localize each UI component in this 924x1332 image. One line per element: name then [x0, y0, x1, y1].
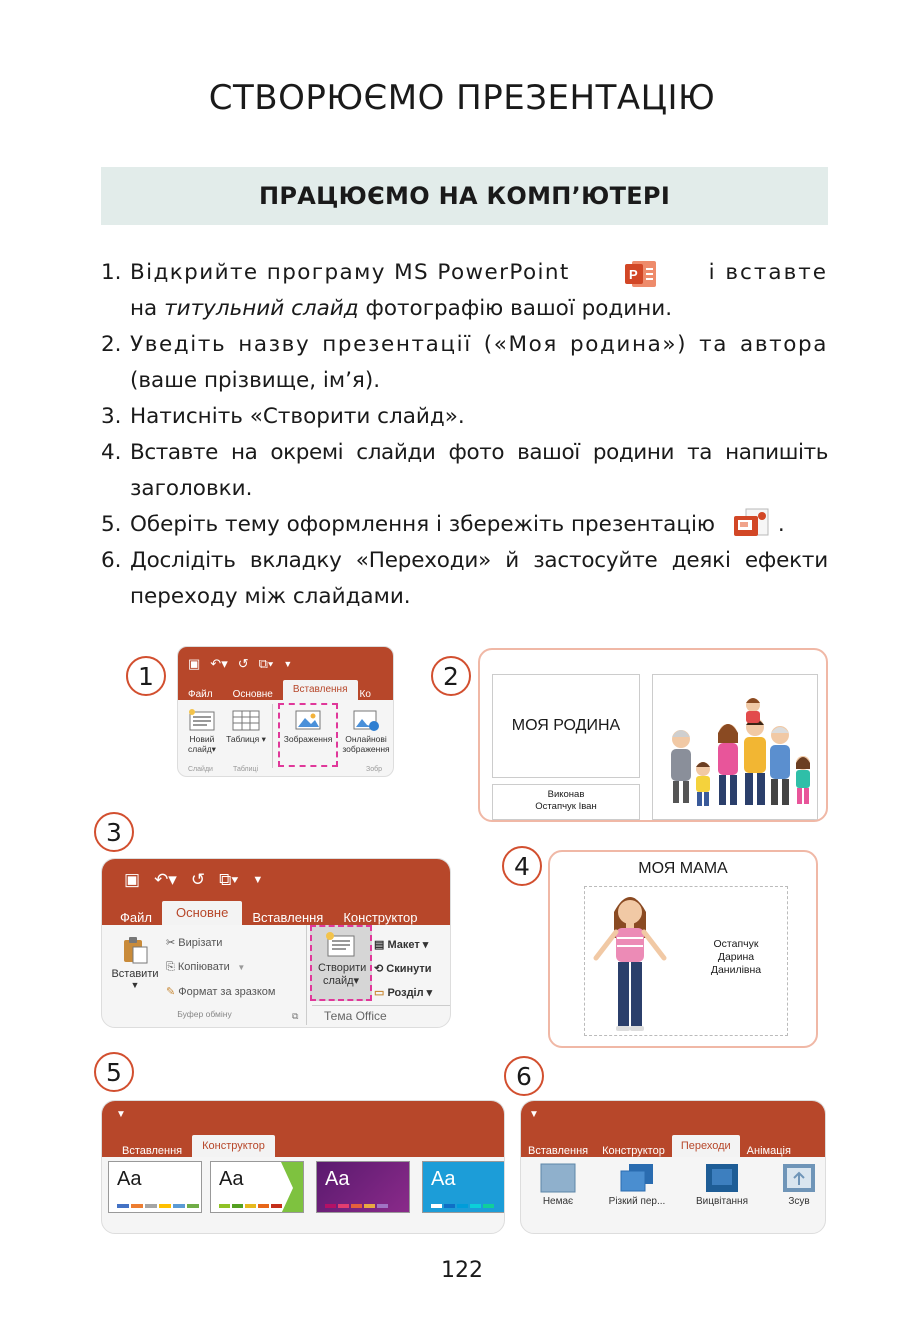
customize-icon[interactable]: ▼ [116, 1109, 126, 1120]
transition-fade-label: Вицвітання [695, 1196, 748, 1207]
first-name: Дарина [717, 951, 755, 963]
figure-design-themes [101, 1100, 505, 1234]
slideshow-icon[interactable]: ⧉▾ [219, 870, 239, 889]
slide-title-box [492, 674, 640, 778]
layout-icon: ▤ [374, 939, 385, 951]
figure-title-slide [478, 648, 828, 822]
dialog-launcher-icon[interactable]: ⧉ [292, 1011, 299, 1021]
figure-badge-5: 5 [94, 1052, 134, 1092]
section-icon: ▭ [374, 987, 385, 999]
quick-access-toolbar [102, 1101, 504, 1135]
step-text: Натисніть «Створити слайд». [130, 404, 465, 429]
online-pictures-label: Онлайнові зображення [342, 734, 390, 754]
step-number: 1. [101, 260, 122, 285]
reset-icon: ⟲ [374, 963, 384, 975]
table-label: Таблиця ▾ [226, 734, 266, 744]
theme-ion[interactable] [316, 1161, 410, 1213]
layout-button[interactable] [374, 933, 432, 957]
transition-cut-icon [619, 1163, 655, 1193]
figure-badge-2: 2 [431, 656, 471, 696]
step-text: Вставте на окремі слайди фото вашої родини та напишіть [130, 440, 828, 465]
page-number: 122 [441, 1258, 483, 1283]
online-pictures-button[interactable] [340, 708, 392, 754]
theme-sample-text: Aa [325, 1168, 350, 1190]
undo-icon[interactable]: ↶▾ [154, 870, 177, 889]
slide-title: МОЯ МАМА [638, 860, 728, 877]
section-title: ПРАЦЮЄМО НА КОМП’ЮТЕРІ [258, 182, 671, 210]
step-text: Дослідіть вкладку «Переходи» й застосуйте деякі ефекти [130, 548, 828, 573]
author-box [492, 784, 640, 820]
group-tables-label: Таблиці [233, 766, 259, 773]
step-text: на [130, 296, 165, 321]
svg-text:P: P [629, 267, 640, 282]
quick-access-toolbar [178, 647, 393, 680]
picture-button[interactable] [278, 703, 338, 767]
paste-dropdown-icon[interactable]: ▼ [130, 980, 140, 990]
step-text: . [777, 512, 785, 537]
quick-access-toolbar [521, 1101, 825, 1135]
tab-animations[interactable]: Анімація [746, 1145, 791, 1157]
tab-design[interactable]: Конструктор [343, 910, 418, 925]
figure-badge-4: 4 [502, 846, 542, 886]
tab-design[interactable]: Конструктор [192, 1135, 275, 1157]
save-icon[interactable]: ▣ [188, 655, 201, 671]
customize-icon[interactable]: ▼ [529, 1109, 539, 1120]
transition-cut[interactable] [599, 1163, 675, 1207]
brush-icon: ✎ [166, 986, 176, 998]
tab-design[interactable]: Конструктор [602, 1145, 665, 1157]
tab-insert[interactable]: Вставлення [283, 680, 358, 700]
new-slide-button[interactable] [184, 708, 220, 754]
step-1 [101, 255, 828, 327]
undo-icon[interactable]: ↶▾ [210, 655, 228, 671]
reset-label: Скинути [386, 963, 432, 975]
section-header [101, 167, 828, 225]
redo-icon[interactable]: ↺ [237, 655, 249, 671]
cut-label: Вирізати [178, 937, 223, 949]
tab-insert[interactable]: Вставлення [252, 910, 324, 925]
section-button[interactable] [374, 981, 432, 1005]
step-text: Відкрийте програму MS PowerPoint [130, 260, 570, 285]
save-presentation-icon [732, 508, 772, 538]
figure-badge-1: 1 [126, 656, 166, 696]
tab-design[interactable]: Ко [359, 689, 371, 700]
step-5 [101, 507, 828, 543]
layout-label: Макет ▾ [387, 939, 429, 951]
tab-insert[interactable]: Вставлення [122, 1145, 183, 1157]
surname: Остапчук [713, 938, 759, 950]
theme-facet[interactable] [210, 1161, 304, 1213]
step-emphasis: титульний слайд [164, 296, 359, 321]
section-label: Розділ ▾ [387, 987, 433, 999]
figure-insert-ribbon [177, 646, 394, 777]
figure-transitions [520, 1100, 826, 1234]
create-slide-label: Створити слайд▾ [318, 962, 367, 987]
slide-title: МОЯ РОДИНА [511, 717, 621, 734]
theme-blue[interactable] [422, 1161, 505, 1213]
transition-none-icon [540, 1163, 576, 1193]
format-painter-button[interactable] [166, 980, 275, 1004]
tab-home[interactable]: Основне [162, 901, 242, 925]
author-name: Остапчук Іван [535, 801, 597, 812]
tab-insert[interactable]: Вставлення [528, 1145, 589, 1157]
group-images-label: Зобр [366, 766, 383, 773]
new-slide-icon [187, 708, 217, 732]
patronymic: Данилівна [710, 964, 762, 976]
clipboard-icon [120, 935, 150, 965]
table-icon [231, 708, 261, 732]
page-title: СТВОРЮЄМО ПРЕЗЕНТАЦІЮ [208, 78, 716, 118]
theme-sample-text: Aa [431, 1168, 456, 1190]
copy-label: Копіювати [177, 961, 230, 973]
figure-badge-6: 6 [504, 1056, 544, 1096]
step-text: переходу між слайдами. [130, 584, 411, 609]
step-4 [101, 435, 828, 507]
paste-label: Вставити [111, 968, 159, 980]
step-text: заголовки. [130, 476, 253, 501]
transition-push-icon [781, 1163, 817, 1193]
step-text: і вставте [708, 260, 828, 285]
step-text: Оберіть тему оформлення і збережіть презентацію [130, 512, 716, 537]
tab-file[interactable]: Файл [188, 689, 213, 700]
save-icon[interactable]: ▣ [124, 870, 141, 889]
picture-label: Зображення [283, 734, 333, 744]
create-slide-button[interactable] [310, 925, 372, 1001]
step-6 [101, 543, 828, 615]
figure-badge-3: 3 [94, 812, 134, 852]
figure-mom-slide [548, 850, 818, 1048]
transition-push[interactable] [771, 1163, 826, 1207]
new-slide-icon [324, 931, 358, 959]
theme-sample-text: Aa [117, 1168, 142, 1190]
transition-cut-label: Різкий пер... [608, 1196, 666, 1207]
step-2 [101, 327, 828, 399]
paste-button[interactable] [110, 935, 160, 990]
step-number: 6. [101, 548, 122, 573]
theme-name: Тема Office [312, 1005, 451, 1026]
transition-none[interactable] [527, 1163, 589, 1207]
author-label: Виконав [547, 789, 585, 800]
transition-push-label: Зсув [788, 1196, 810, 1207]
copy-icon: ⎘ [166, 961, 175, 973]
group-slides-label: Слайди [188, 766, 213, 773]
table-button[interactable] [226, 708, 266, 745]
steps-list [101, 255, 828, 615]
mom-illustration [590, 888, 670, 1043]
step-text: фотографію вашої родини. [358, 296, 673, 321]
reset-button[interactable] [374, 957, 432, 981]
customize-icon[interactable]: ▼ [252, 874, 264, 886]
redo-icon[interactable]: ↺ [190, 870, 206, 889]
group-clipboard-label: Буфер обміну [177, 1009, 232, 1019]
family-photo [652, 674, 818, 820]
tab-home[interactable]: Основне [232, 689, 273, 700]
cut-button[interactable] [166, 931, 275, 955]
quick-access-toolbar [102, 859, 450, 901]
transition-fade[interactable] [685, 1163, 759, 1207]
theme-office[interactable] [108, 1161, 202, 1213]
step-number: 3. [101, 404, 122, 429]
slideshow-icon[interactable]: ⧉▾ [258, 655, 274, 671]
picture-icon [293, 708, 323, 732]
transition-fade-icon [704, 1163, 740, 1193]
theme-gallery [106, 1161, 505, 1217]
transition-none-label: Немає [542, 1196, 574, 1207]
powerpoint-icon [624, 260, 658, 286]
tab-file[interactable]: Файл [120, 910, 152, 925]
step-number: 5. [101, 512, 122, 537]
step-text: Уведіть назву презентації («Моя родина») та автора [130, 332, 828, 357]
scissors-icon: ✂ [166, 937, 176, 949]
step-3 [101, 399, 828, 435]
step-number: 4. [101, 440, 122, 465]
new-slide-label: Новий слайд▾ [188, 734, 216, 754]
figure-home-ribbon [101, 858, 451, 1028]
copy-button[interactable]: ⎘ Копіювати ▼ [166, 961, 246, 973]
theme-sample-text: Aa [219, 1168, 244, 1190]
tab-transitions[interactable]: Переходи [672, 1135, 740, 1157]
format-painter-label: Формат за зразком [178, 986, 276, 998]
step-text: (ваше прізвище, ім’я). [130, 368, 381, 393]
step-number: 2. [101, 332, 122, 357]
customize-icon[interactable]: ▼ [283, 658, 293, 669]
online-pictures-icon [351, 708, 381, 732]
